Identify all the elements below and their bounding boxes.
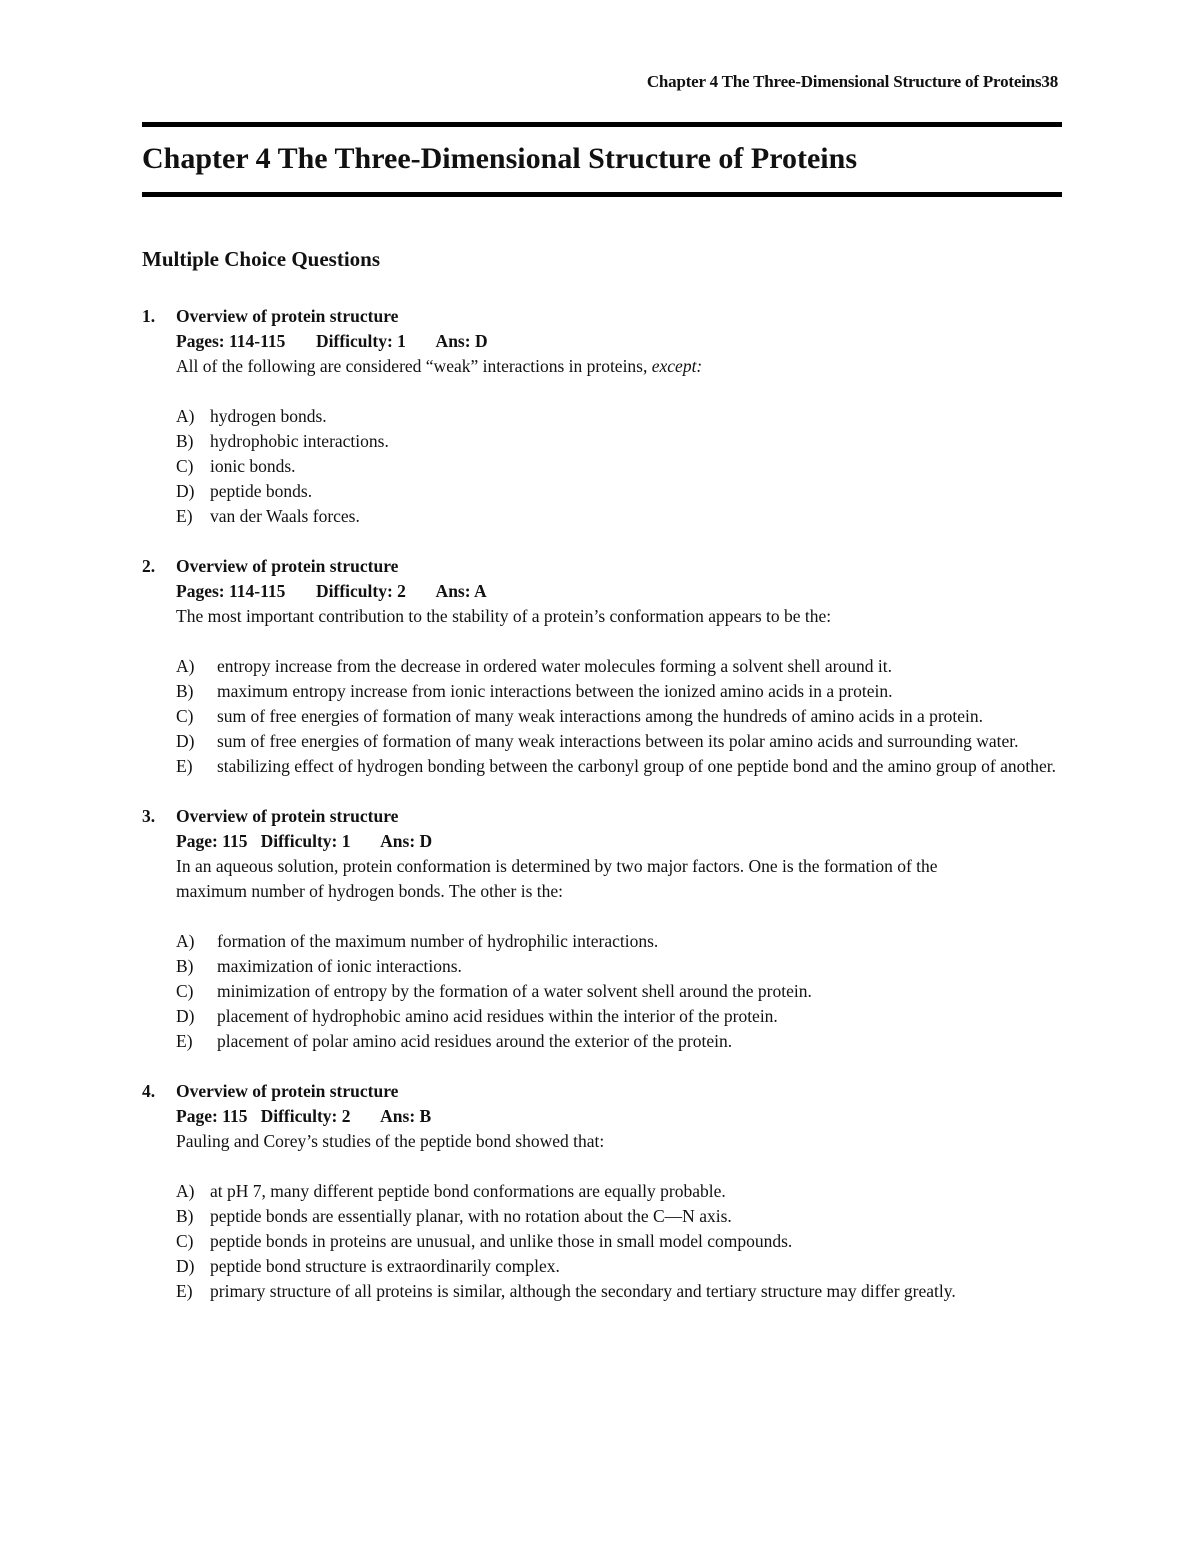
answer-option	[176, 754, 1072, 779]
question-list	[142, 304, 1072, 1329]
option-text: formation of the maximum number of hydrophilic interactions.	[217, 931, 659, 951]
option-text: maximum entropy increase from ionic interactions between the ionized amino acids in a protein.	[217, 681, 893, 701]
question-topic: Overview of protein structure	[176, 806, 399, 826]
answer-option	[176, 479, 1072, 504]
answer-option	[176, 1254, 1072, 1279]
option-letter: C)	[176, 706, 194, 726]
question-number: 2.	[142, 556, 156, 576]
question-topic: Overview of protein structure	[176, 306, 399, 326]
answer-option	[176, 929, 1072, 954]
question-topic: Overview of protein structure	[176, 1081, 399, 1101]
answer-option	[176, 654, 1072, 679]
answer-option	[176, 729, 1072, 754]
option-text: ionic bonds.	[210, 456, 296, 476]
answer-options	[176, 1179, 1072, 1304]
answer-options	[176, 404, 1072, 529]
option-letter: D)	[176, 1256, 195, 1276]
option-letter: B)	[176, 956, 194, 976]
question-text	[176, 354, 1072, 379]
option-text: primary structure of all proteins is similar, although the secondary and tertiary structure may differ greatly.	[210, 1281, 956, 1301]
option-text: placement of polar amino acid residues around the exterior of the protein.	[217, 1031, 733, 1051]
answer-option	[176, 454, 1072, 479]
question-number: 4.	[142, 1081, 156, 1101]
option-letter: D)	[176, 731, 195, 751]
option-letter: C)	[176, 981, 194, 1001]
answer-option	[176, 429, 1072, 454]
running-header-title: Chapter 4 The Three-Dimensional Structure of Proteins	[646, 72, 1042, 91]
answer-option	[176, 504, 1072, 529]
option-text: peptide bond structure is extraordinarily complex.	[210, 1256, 560, 1276]
answer-option	[176, 1004, 1072, 1029]
section-title: Multiple Choice Questions	[142, 247, 381, 271]
option-text: placement of hydrophobic amino acid residues within the interior of the protein.	[217, 1006, 778, 1026]
option-text: van der Waals forces.	[210, 506, 360, 526]
page-number: 38	[1041, 72, 1058, 91]
option-letter: C)	[176, 1231, 194, 1251]
option-text: hydrogen bonds.	[210, 406, 327, 426]
question-meta: Pages: 114-115 Difficulty: 2 Ans: A	[176, 581, 487, 601]
running-header	[647, 72, 1058, 92]
answer-option	[176, 979, 1072, 1004]
option-letter: B)	[176, 681, 194, 701]
answer-option	[176, 1229, 1072, 1254]
option-letter: D)	[176, 481, 195, 501]
title-rule-bottom	[142, 192, 1062, 197]
option-letter: E)	[176, 1031, 193, 1051]
question-1	[142, 304, 1072, 529]
question-stem: The most important contribution to the stability of a protein’s conformation appears to be the:	[176, 606, 832, 626]
option-text: maximization of ionic interactions.	[217, 956, 462, 976]
option-letter: E)	[176, 756, 193, 776]
option-letter: A)	[176, 931, 195, 951]
option-text: hydrophobic interactions.	[210, 431, 389, 451]
option-text: entropy increase from the decrease in ordered water molecules forming a solvent shell around it.	[217, 656, 892, 676]
answer-option	[176, 1179, 1072, 1204]
question-number: 3.	[142, 806, 156, 826]
option-letter: A)	[176, 1181, 195, 1201]
option-letter: B)	[176, 431, 194, 451]
option-text: peptide bonds are essentially planar, with no rotation about the C—N axis.	[210, 1206, 732, 1226]
chapter-title: Chapter 4 The Three-Dimensional Structure of Proteins	[142, 142, 857, 175]
option-text: sum of free energies of formation of many weak interactions between its polar amino acids and surrounding water.	[217, 731, 1019, 751]
option-letter: A)	[176, 656, 195, 676]
answer-option	[176, 679, 1072, 704]
question-stem-emphasis: except:	[651, 356, 703, 376]
question-topic: Overview of protein structure	[176, 556, 399, 576]
answer-option	[176, 404, 1072, 429]
option-text: minimization of entropy by the formation of a water solvent shell around the protein.	[217, 981, 812, 1001]
option-letter: E)	[176, 1281, 193, 1301]
question-2	[142, 554, 1072, 779]
question-4	[142, 1079, 1072, 1304]
answer-options	[176, 929, 1072, 1054]
option-text: sum of free energies of formation of many weak interactions among the hundreds of amino acids in a protein.	[217, 706, 984, 726]
title-rule-top	[142, 122, 1062, 127]
question-number: 1.	[142, 306, 156, 326]
answer-option	[176, 954, 1072, 979]
answer-option	[176, 1204, 1072, 1229]
question-stem: In an aqueous solution, protein conformation is determined by two major factors. One is the formation of the maximum number of hydrogen bonds. The other is the:	[176, 856, 938, 901]
question-stem: Pauling and Corey’s studies of the peptide bond showed that:	[176, 1131, 605, 1151]
option-text: stabilizing effect of hydrogen bonding between the carbonyl group of one peptide bond and the amino group of another.	[217, 756, 1056, 776]
question-meta: Page: 115 Difficulty: 2 Ans: B	[176, 1106, 432, 1126]
question-meta: Pages: 114-115 Difficulty: 1 Ans: D	[176, 331, 488, 351]
option-letter: B)	[176, 1206, 194, 1226]
option-text: at pH 7, many different peptide bond conformations are equally probable.	[210, 1181, 726, 1201]
option-text: peptide bonds in proteins are unusual, and unlike those in small model compounds.	[210, 1231, 793, 1251]
answer-option	[176, 1279, 1072, 1304]
option-text: peptide bonds.	[210, 481, 313, 501]
option-letter: A)	[176, 406, 195, 426]
question-3	[142, 804, 1072, 1054]
question-stem: All of the following are considered “weak” interactions in proteins,	[176, 356, 652, 376]
option-letter: C)	[176, 456, 194, 476]
option-letter: D)	[176, 1006, 195, 1026]
option-letter: E)	[176, 506, 193, 526]
question-meta: Page: 115 Difficulty: 1 Ans: D	[176, 831, 433, 851]
answer-option	[176, 1029, 1072, 1054]
answer-options	[176, 654, 1072, 779]
answer-option	[176, 704, 1072, 729]
